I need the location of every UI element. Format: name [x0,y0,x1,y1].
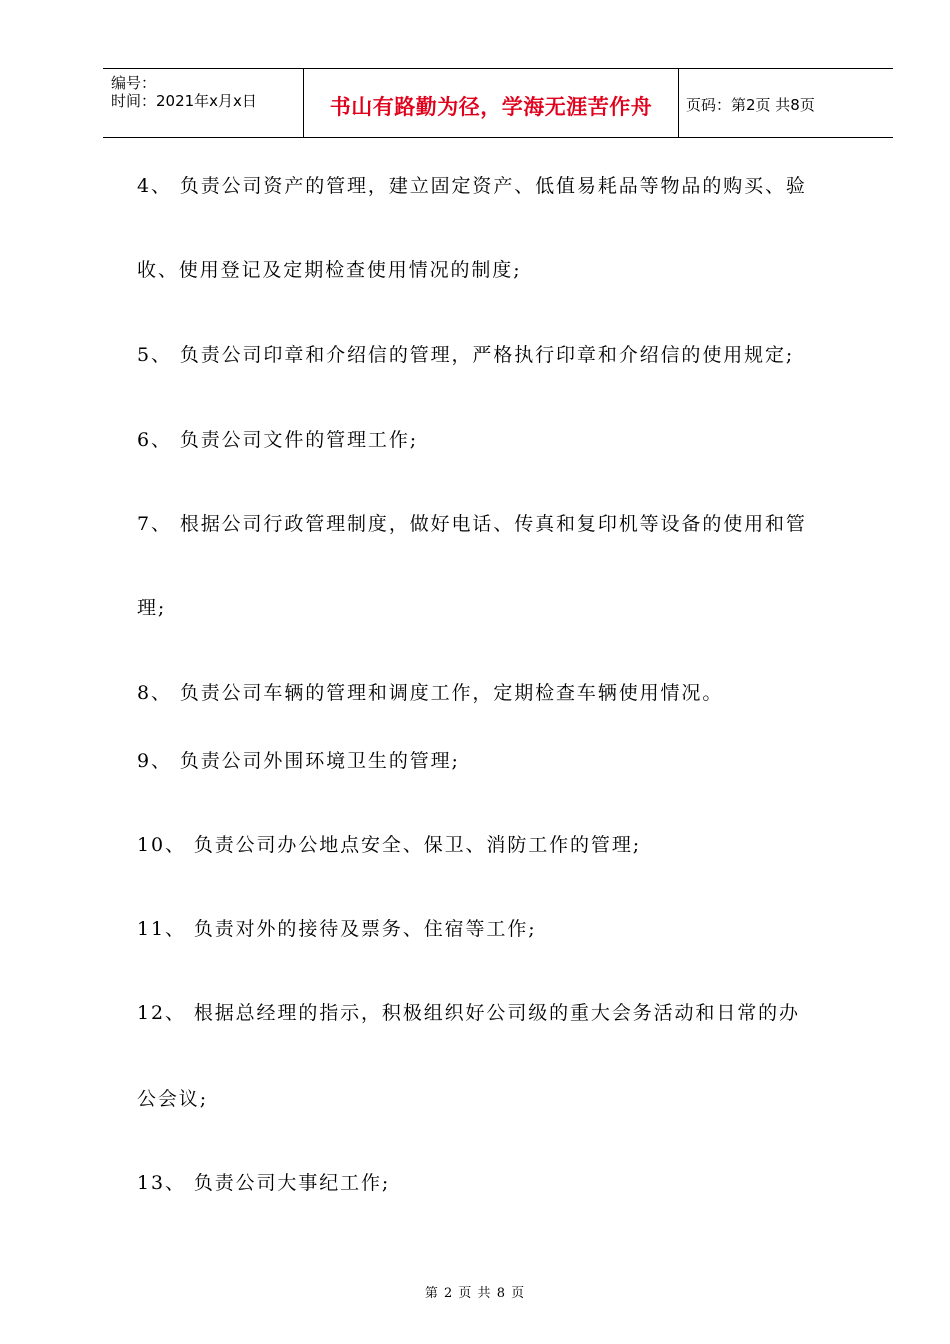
header-motto: 书山有路勤为径，学海无涯苦作舟 [329,95,653,119]
body-line: 8、 负责公司车辆的管理和调度工作，定期检查车辆使用情况。 [137,682,724,704]
body-line: 11、 负责对外的接待及票务、住宿等工作; [137,918,537,940]
body-line: 收、使用登记及定期检查使用情况的制度; [137,259,522,281]
body-line: 12、 根据总经理的指示，积极组织好公司级的重大会务活动和日常的办 [137,1002,800,1024]
document-number-label: 编号： [111,74,157,92]
body-line: 公会议; [137,1088,209,1110]
document-time-label: 时间：2021年x月x日 [111,92,257,110]
page-footer-indicator: 第 2 页 共 8 页 [424,1286,526,1301]
header-page-code: 页码：第2页 共8页 [686,96,815,114]
page-header [103,68,893,138]
body-line: 13、 负责公司大事纪工作; [137,1172,391,1194]
body-line: 理; [137,597,167,619]
body-line: 7、 根据公司行政管理制度，做好电话、传真和复印机等设备的使用和管 [137,513,807,535]
header-motto-cell [303,69,679,137]
body-line: 10、 负责公司办公地点安全、保卫、消防工作的管理; [137,834,642,856]
body-line: 4、 负责公司资产的管理，建立固定资产、低值易耗品等物品的购买、验 [137,175,807,197]
body-line: 6、 负责公司文件的管理工作; [137,429,419,451]
body-line: 9、 负责公司外围环境卫生的管理; [137,750,460,772]
header-meta-cell [103,69,303,137]
header-page-cell [678,69,893,137]
body-line: 5、 负责公司印章和介绍信的管理，严格执行印章和介绍信的使用规定; [137,344,795,366]
